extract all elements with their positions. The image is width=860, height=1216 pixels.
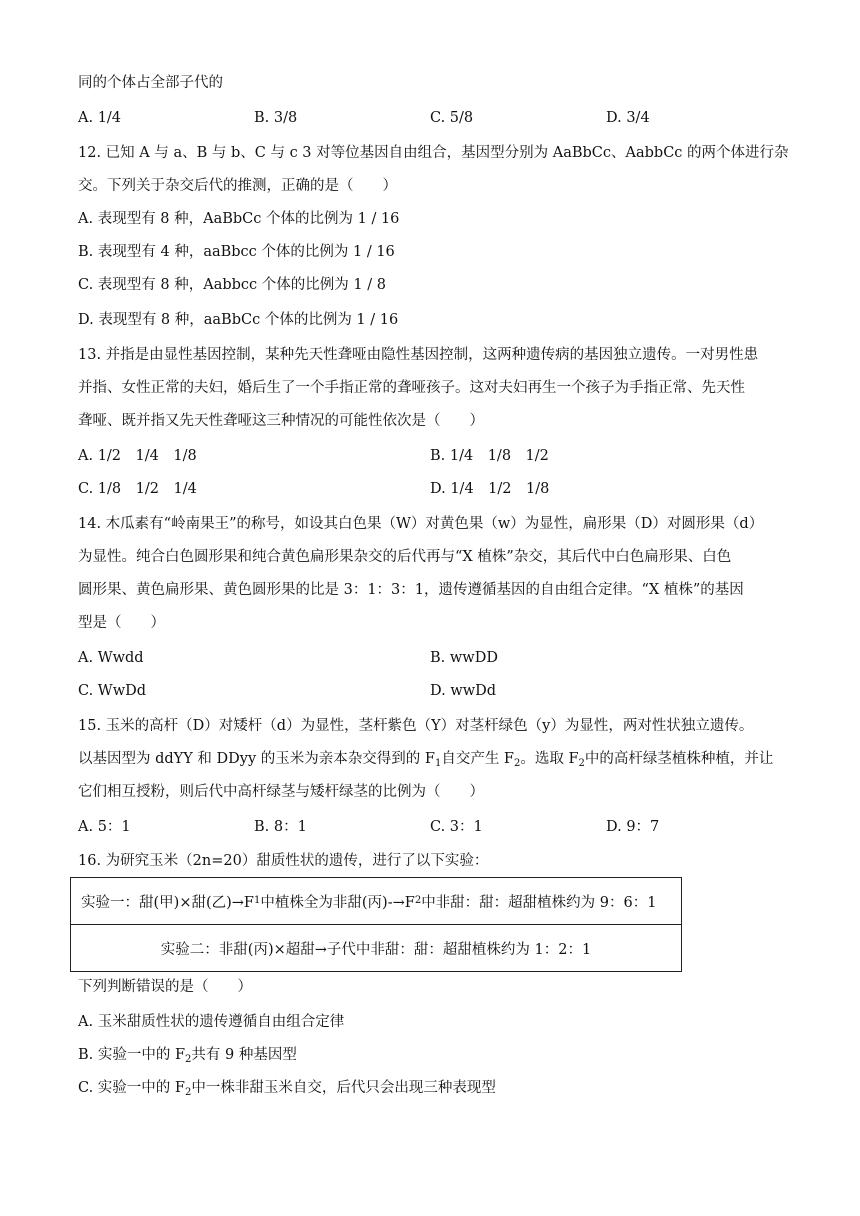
q12-option-c: C. 表现型有 8 种，Aabbcc 个体的比例为 1 / 8 — [78, 277, 386, 293]
q15-stem-line1: 15. 玉米的高杆（D）对矮杆（d）为显性，茎杆紫色（Y）对茎杆绿色（y）为显性，两对性状独立遗传。 — [78, 718, 754, 734]
q14-stem-line1: 14. 木瓜素有“岭南果王”的称号，如设其白色果（W）对黄色果（w）为显性，扁形果（D）对圆形果（d） — [78, 516, 764, 532]
q11-option-a: A. 1/4 — [78, 110, 122, 126]
q16-stem-line1: 16. 为研究玉米（2n=20）甜质性状的遗传，进行了以下实验： — [78, 853, 489, 869]
q14-option-a: A. Wwdd — [78, 650, 144, 666]
q15-stem-line3: 它们相互授粉，则后代中高杆绿茎与矮杆绿茎的比例为（ ） — [78, 784, 484, 800]
experiment-2-row: 实验二：非甜(丙)×超甜→子代中非甜：甜：超甜植株约为 1：2：1 — [160, 941, 592, 958]
q15-option-a: A. 5：1 — [78, 819, 131, 835]
q14-option-b: B. wwDD — [430, 650, 498, 666]
q13-option-b: B. 1/4 1/8 1/2 — [430, 448, 549, 464]
experiment-table — [70, 877, 682, 972]
q15-option-d: D. 9：7 — [606, 819, 660, 835]
q13-stem-line1: 13. 并指是由显性基因控制，某种先天性聋哑由隐性基因控制，这两种遗传病的基因独立遗传。一对男性患 — [78, 347, 759, 363]
q16-stem-question: 下列判断错误的是（ ） — [78, 979, 252, 995]
q11-option-c: C. 5/8 — [430, 110, 474, 126]
q14-option-c: C. WwDd — [78, 683, 147, 699]
q12-stem-line1: 12. 已知 A 与 a、B 与 b、C 与 c 3 对等位基因自由组合，基因型分别为 AaBbCc、AabbCc 的两个体进行杂 — [78, 145, 789, 161]
experiment-1-row: 实验一：甜(甲)×甜(乙)→F 1 中植株全为非甜(丙)-→F 2 中非甜：甜：超甜植株约为 9：6：1 — [71, 878, 681, 925]
q13-option-d: D. 1/4 1/2 1/8 — [430, 481, 550, 497]
q11-option-d: D. 3/4 — [606, 110, 650, 126]
q11-stem-tail: 同的个体占全部子代的 — [78, 75, 223, 91]
q14-option-d: D. wwDd — [430, 683, 497, 699]
q14-stem-line4: 型是（ ） — [78, 615, 165, 631]
q11-option-b: B. 3/8 — [254, 110, 298, 126]
q16-option-c: C. 实验一中的 $F_2$中一株非甜玉米自交，后代只会出现三种表现型 — [78, 1080, 496, 1098]
q16-option-a: A. 玉米甜质性状的遗传遵循自由组合定律 — [78, 1014, 345, 1030]
q15-stem-line2: 以基因型为 ddYY 和 DDyy 的玉米为亲本杂交得到的 $F_1$自交产生 $F_2$。选取 $F_2$中的高杆绿茎植株种植，并让 — [78, 751, 774, 769]
q12-option-d: D. 表现型有 8 种，aaBbCc 个体的比例为 1 / 16 — [78, 312, 399, 328]
q15-option-b: B. 8：1 — [254, 819, 307, 835]
q15-option-c: C. 3：1 — [430, 819, 483, 835]
q13-option-a: A. 1/2 1/4 1/8 — [78, 448, 197, 464]
q13-stem-line2: 并指、女性正常的夫妇，婚后生了一个手指正常的聋哑孩子。这对夫妇再生一个孩子为手指正常、先天性 — [78, 380, 745, 396]
q13-option-c: C. 1/8 1/2 1/4 — [78, 481, 197, 497]
q16-option-b: B. 实验一中的 $F_2$共有 9 种基因型 — [78, 1047, 297, 1065]
q12-stem-line2: 交。下列关于杂交后代的推测，正确的是（ ） — [78, 178, 397, 194]
q14-stem-line3: 圆形果、黄色扁形果、黄色圆形果的比是 3：1：3：1，遗传遵循基因的自由组合定律。“X 植株”的基因 — [78, 582, 744, 598]
q12-option-b: B. 表现型有 4 种，aaBbcc 个体的比例为 1 / 16 — [78, 244, 395, 260]
q13-stem-line3: 聋哑、既并指又先天性聋哑这三种情况的可能性依次是（ ） — [78, 413, 484, 429]
q12-option-a: A. 表现型有 8 种，AaBbCc 个体的比例为 1 / 16 — [78, 211, 400, 227]
q14-stem-line2: 为显性。纯合白色圆形果和纯合黄色扁形果杂交的后代再与“X 植株”杂交，其后代中白色扁形果、白色 — [78, 549, 732, 565]
